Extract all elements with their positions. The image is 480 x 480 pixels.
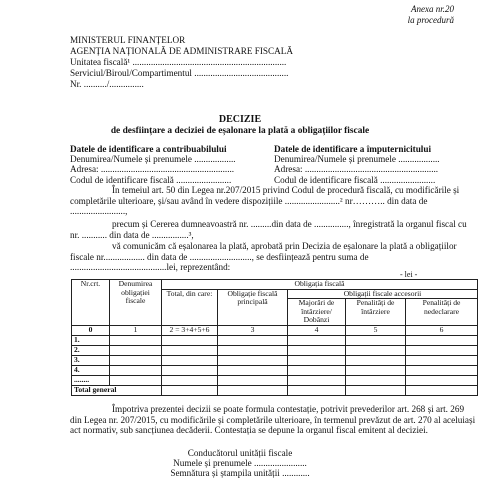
fiscal-unit-line: Unitatea fiscală¹ ...................................................................	[70, 57, 287, 67]
index-cell: 0	[72, 325, 110, 335]
table-row	[72, 355, 478, 365]
header-principal: Obligație fiscală principală	[218, 289, 288, 325]
table-row	[72, 335, 478, 345]
index-cell: 2 = 3+4+5+6	[162, 325, 218, 335]
signature-stamp: Semnătura și ștampila unității ............	[170, 468, 310, 478]
taxpayer-name: Denumirea/Numele și prenumele ..................	[70, 154, 236, 165]
obligations-table	[71, 279, 478, 396]
annex-reference: la procedură	[407, 14, 454, 25]
proxy-heading: Datele de identificare a împuternicitului	[274, 144, 432, 154]
table-row	[72, 345, 478, 355]
document-number-line: Nr. ........../...............	[70, 79, 144, 89]
total-row	[72, 385, 478, 395]
proxy-block	[274, 144, 440, 185]
taxpayer-code: Codul de identificare fiscală ........................	[70, 174, 232, 185]
taxpayer-address: Adresa: ..........................................................	[70, 164, 235, 175]
communication-paragraph: vă comunicăm că eșalonarea la plată, aprobată prin Decizia de eșalonare la plată a obligațiilor fiscale nr.................. din data de ..........................., se desființează pentru suma de ..........................................lei, reprezentând:	[70, 241, 457, 272]
row-number: 4.	[72, 365, 110, 375]
total-label: Total general	[72, 385, 162, 395]
index-cell: 5	[346, 325, 406, 335]
header-penalitati-intarziere: Penalități de întârziere	[346, 299, 406, 326]
document-subtitle: de desființare a deciziei de eșalonare la plată a obligațiilor fiscale	[110, 126, 370, 136]
signature-name: Numele și prenumele .......................	[173, 458, 307, 468]
row-number: ........	[72, 375, 110, 385]
table-row	[72, 365, 478, 375]
header-total: Total, din care:	[162, 289, 218, 325]
proxy-code: Codul de identificare fiscală ........................	[274, 174, 436, 185]
appeal-paragraph: Împotriva prezentei decizii se poate formula contestație, potrivit prevederilor art. 268 și art. 269 din Legea nr. 207/2015, cu modificările și completările ulterioare, în termenul prevăzut de art. 270 al aceluiași act normativ, sub sancțiunea decăderii. Contestația se depune la organul fiscal emitent al deciziei.	[70, 404, 476, 435]
agency-name: AGENȚIA NAȚIONALĂ DE ADMINISTRARE FISCALĂ	[70, 46, 294, 56]
issuer-header	[70, 35, 293, 90]
row-number: 1.	[72, 335, 110, 345]
index-cell: 6	[406, 325, 478, 335]
ministry-name: MINISTERUL FINANȚELOR	[70, 35, 186, 45]
taxpayer-heading: Datele de identificare a contribuabilului	[70, 144, 227, 154]
request-paragraph: precum și Cererea dumneavoastră nr. .........din data de ..............., înregistrată la organul fiscal cu nr. ........... din data de ................³,	[70, 219, 467, 240]
annex-number: Anexa nr.20	[411, 4, 454, 14]
currency-unit: - lei -	[400, 270, 418, 279]
index-cell: 4	[288, 325, 346, 335]
table-row	[72, 375, 478, 385]
index-cell: 1	[110, 325, 162, 335]
signature-title: Conducătorul unității fiscale	[187, 448, 293, 458]
row-number: 2.	[72, 345, 110, 355]
annex-label	[408, 4, 454, 25]
row-number: 3.	[72, 355, 110, 365]
index-row	[72, 325, 478, 335]
header-obligation-group: Obligația fiscală	[162, 280, 478, 290]
legal-basis-paragraph: În temeiul art. 50 din Legea nr.207/2015 privind Codul de procedură fiscală, cu modificările și completările ulterioare, și/sau având în vedere dispozițiile ........................² nr……….. din data de ........................,	[70, 185, 460, 216]
header-nr: Nr.crt.	[72, 280, 110, 326]
proxy-address: Adresa: ..........................................................	[274, 164, 439, 175]
header-penalitati-nedeclarare: Penalități de nedeclarare	[406, 299, 478, 326]
taxpayer-block	[70, 144, 236, 185]
index-cell: 3	[218, 325, 288, 335]
proxy-name: Denumirea/Numele și prenumele ..................	[274, 154, 440, 165]
service-line: Serviciul/Biroul/Compartimentul .........................................	[70, 68, 289, 78]
document-title: DECIZIE	[218, 114, 262, 125]
header-majorari: Majorări de întârziere/ Dobânzi	[288, 299, 346, 326]
header-denumire: Denumirea obligației fiscale	[110, 280, 162, 326]
header-accessory: Obligații fiscale accesorii	[288, 289, 478, 299]
